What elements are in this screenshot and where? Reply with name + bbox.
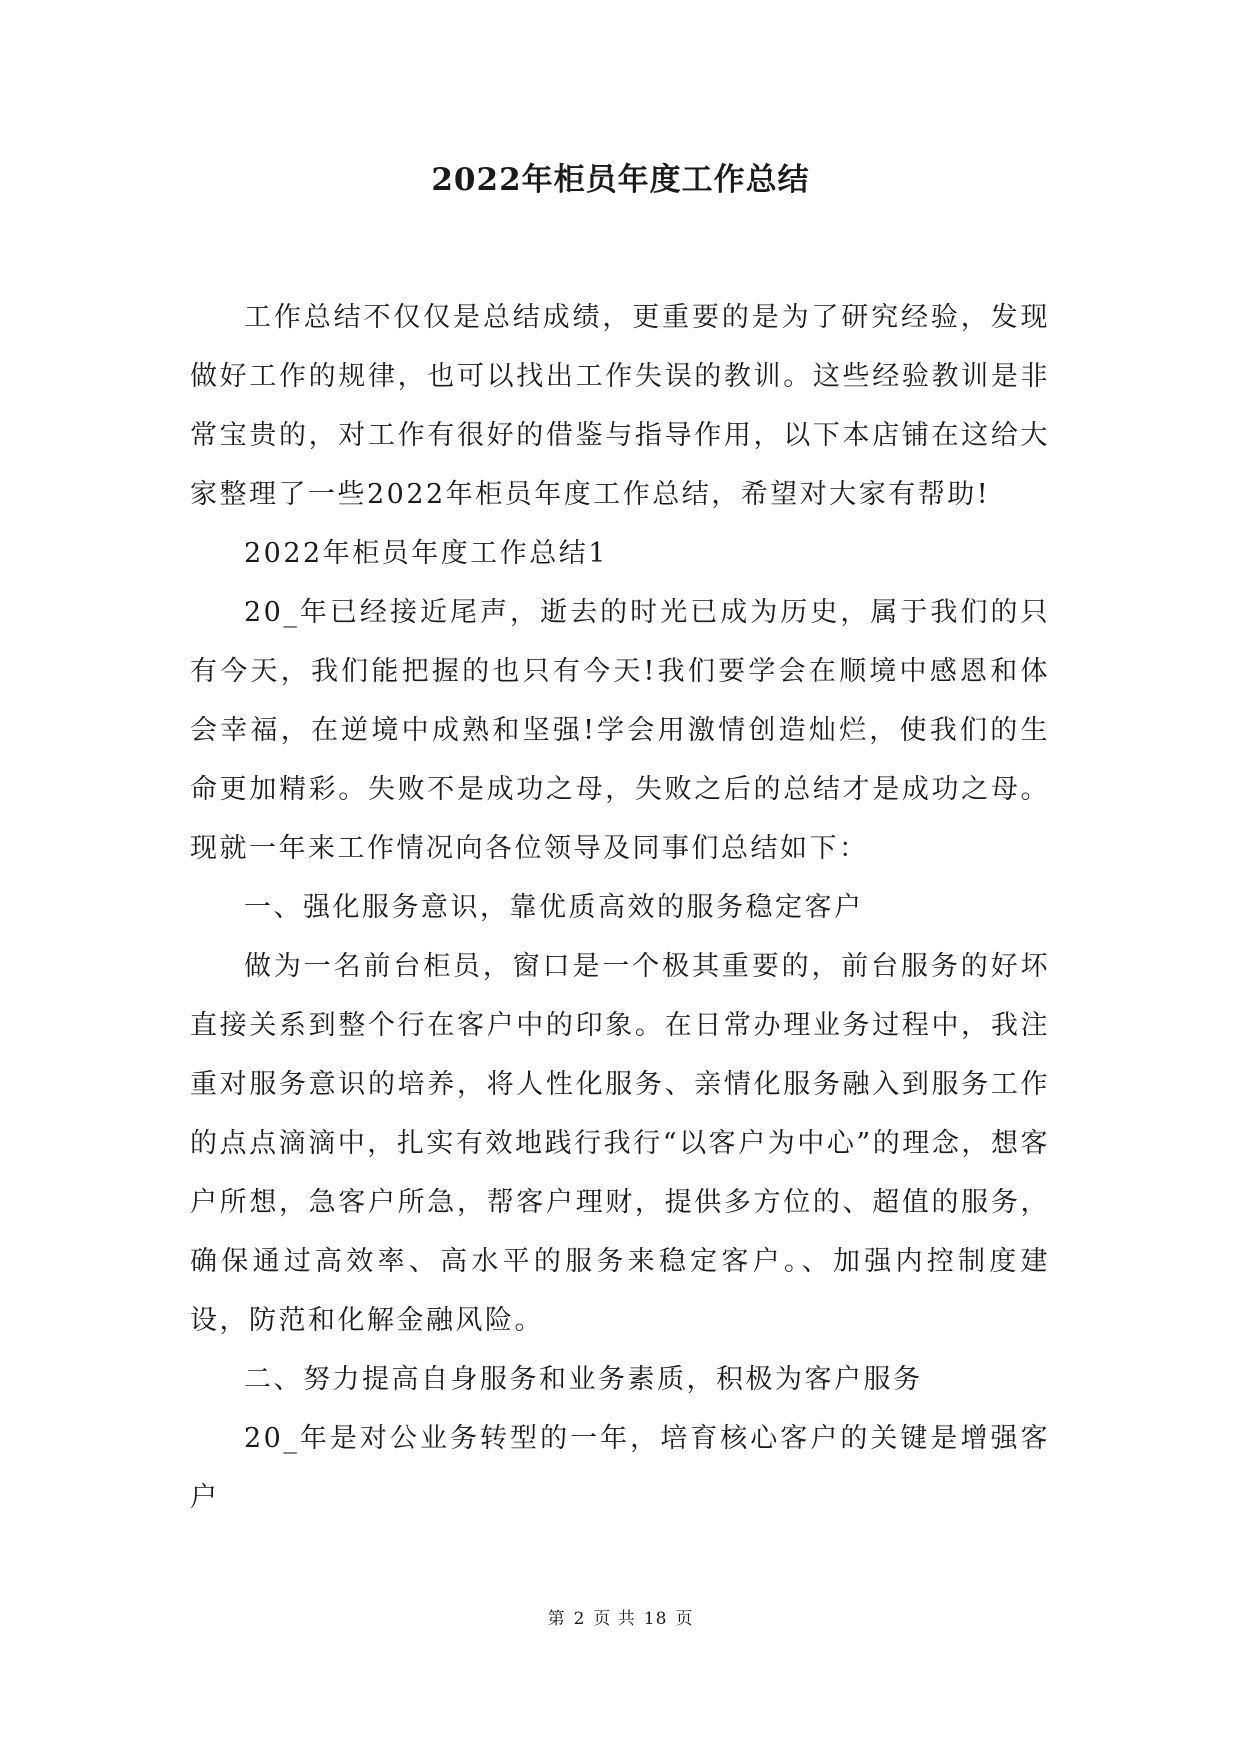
paragraph-intro: 工作总结不仅仅是总结成绩，更重要的是为了研究经验，发现做好工作的规律，也可以找出工作失误的教训。这些经验教训是非常宝贵的，对工作有很好的借鉴与指导作用，以下本店铺在这给大家整理了一些2022年柜员年度工作总结，希望对大家有帮助! [190, 302, 1050, 510]
footer-prefix: 第 [547, 1609, 566, 1629]
section-heading: 2022年柜员年度工作总结1 [244, 538, 608, 569]
paragraph: 做为一名前台柜员，窗口是一个极其重要的，前台服务的好坏直接关系到整个行在客户中的印象。在日常办理业务过程中，我注重对服务意识的培养，将人性化服务、亲情化服务融入到服务工作的点点滴滴中，扎实有效地践行我行“以客户为中心”的理念，想客户所想，急客户所急，帮客户理财，提供多方位的、超值的服务，确保通过高效率、高水平的服务来稳定客户。、加强内控制度建设，防范和化解金融风险。 [190, 951, 1050, 1336]
total-pages-number: 18 [643, 1609, 668, 1629]
footer-middle: 页 共 [593, 1609, 636, 1629]
current-page-number: 2 [573, 1609, 586, 1629]
footer-suffix: 页 [675, 1609, 694, 1629]
document-body [190, 288, 1050, 1527]
document-title: 2022年柜员年度工作总结 [431, 162, 810, 198]
subsection-heading-1: 一、强化服务意识，靠优质高效的服务稳定客户 [244, 892, 864, 923]
paragraph: 20_年是对公业务转型的一年，培育核心客户的关键是增强客户 [190, 1423, 1050, 1513]
page-footer [0, 1607, 1241, 1631]
paragraph: 20_年已经接近尾声，逝去的时光已成为历史，属于我们的只有今天，我们能把握的也只有今天!我们要学会在顺境中感恩和体会幸福，在逆境中成熟和坚强!学会用激情创造灿烂，使我们的生命更加精彩。失败不是成功之母，失败之后的总结才是成功之母。现就一年来工作情况向各位领导及同事们总结如下： [190, 597, 1050, 864]
subsection-heading-2: 二、努力提高自身服务和业务素质，积极为客户服务 [244, 1364, 923, 1395]
